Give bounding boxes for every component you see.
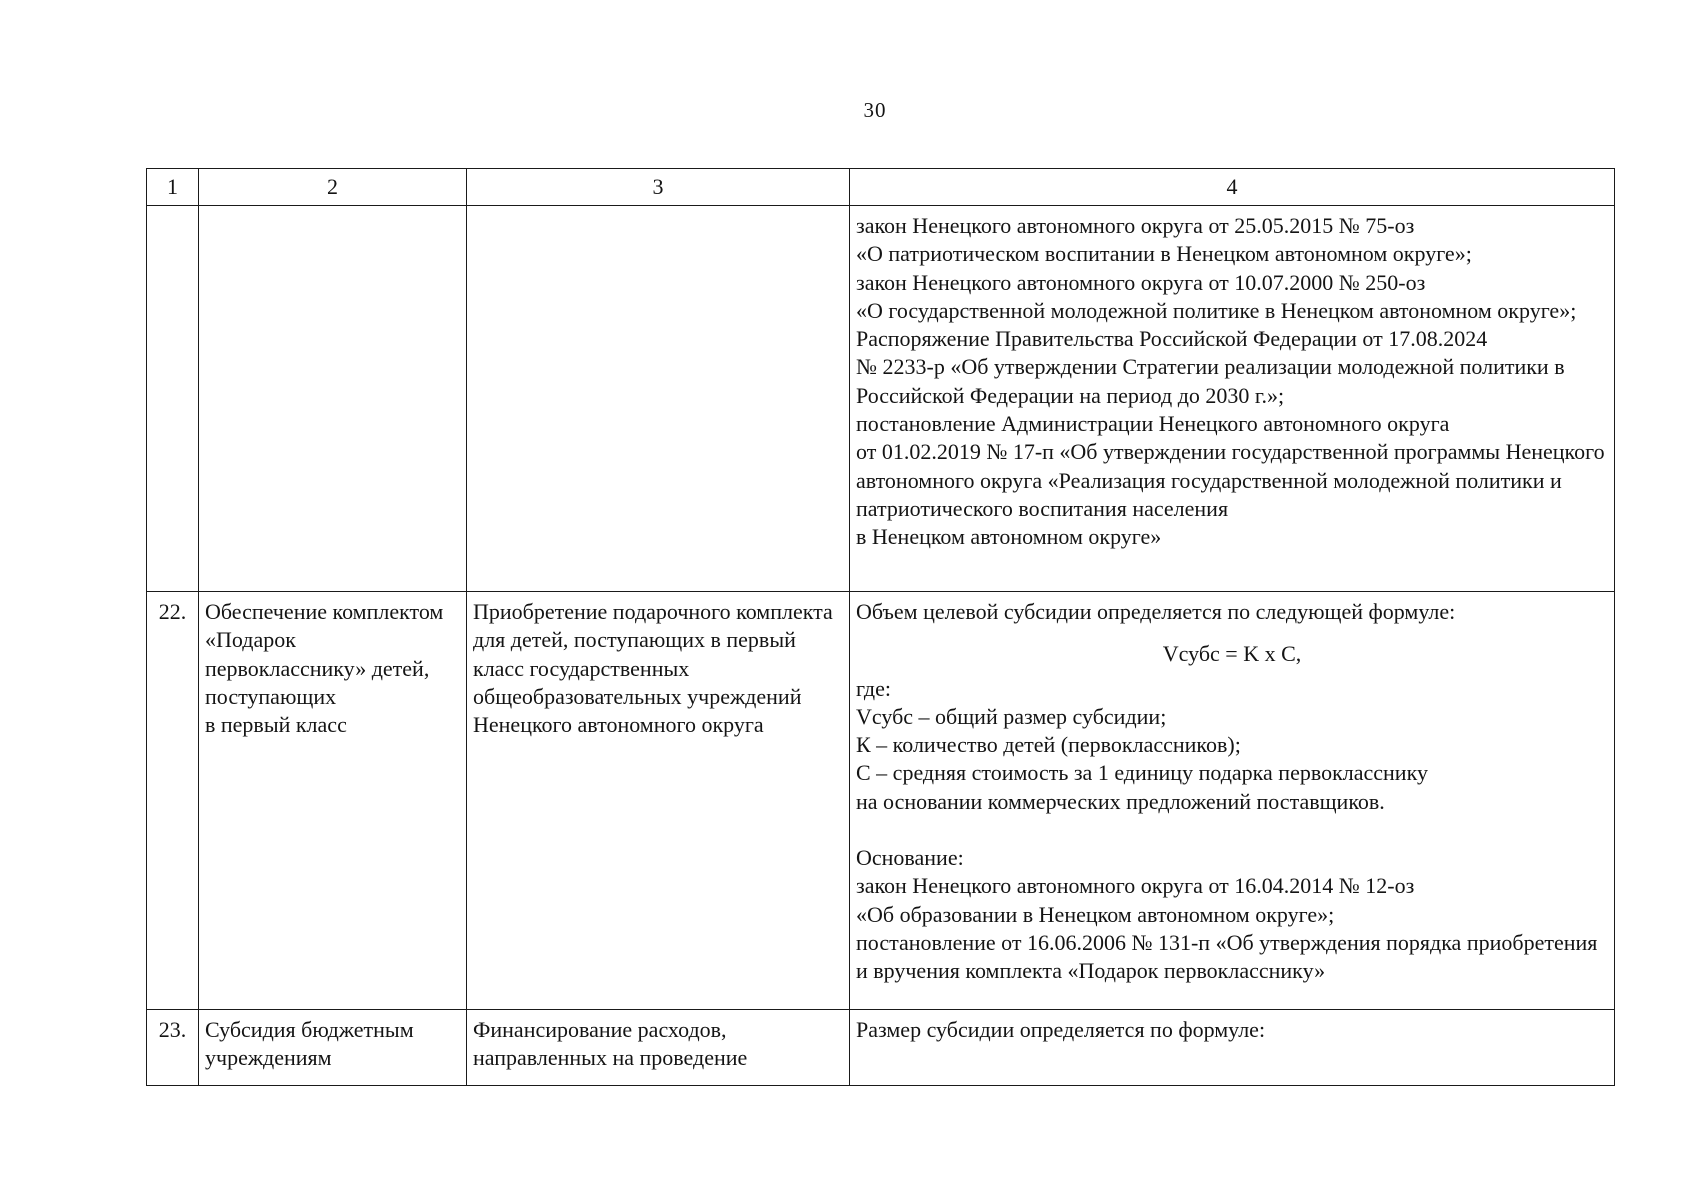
row-continued-purpose (467, 206, 850, 592)
row-22-formula: Vсубс = K x C, (1162, 641, 1302, 667)
row-22-def-c: С – средняя стоимость за 1 единицу подарка первокласснику на основании коммерческих предложений поставщиков. (856, 760, 1428, 814)
row-22-method (850, 592, 1615, 1010)
header-cell-1: 1 (147, 169, 199, 206)
row-22-intro: Объем целевой субсидии определяется по следующей формуле: (856, 599, 1456, 624)
header-cell-4: 4 (850, 169, 1615, 206)
header-cell-3: 3 (467, 169, 850, 206)
table-row-23 (147, 1010, 1615, 1086)
row-22-name: Обеспечение комплектом «Подарок первокласснику» детей, поступающих в первый класс (199, 592, 467, 1010)
row-continued-basis: закон Ненецкого автономного округа от 25.05.2015 № 75-оз «О патриотическом воспитании в Ненецком автономном округе»; закон Ненецкого автономного округа от 10.07.2000 № 250-оз «О государственной молодежной политике в Ненецком автономном округе»; Распоряжение Правительства Российской Федерации от 17.08.2024 № 2233-р «Об утверждении Стратегии реализации молодежной политики в Российской Федерации на период до 2030 г.»; постановление Администрации Ненецкого автономного округа от 01.02.2019 № 17-п «Об утверждении государственной программы Ненецкого автономного округа «Реализация государственной молодежной политики и патриотического воспитания населения в Ненецком автономном округе» (850, 206, 1615, 592)
row-22-basis-label: Основание: (856, 845, 964, 871)
row-22-def-k: К – количество детей (первоклассников); (856, 732, 1241, 758)
row-continued-number (147, 206, 199, 592)
table-row-22 (147, 592, 1615, 1010)
row-23-name: Субсидия бюджетным учреждениям (199, 1010, 467, 1086)
row-22-number: 22. (147, 592, 199, 1010)
row-22-basis-text: закон Ненецкого автономного округа от 16.04.2014 № 12-оз «Об образовании в Ненецком автономном округе»; постановление от 16.06.2006 № 131-п «Об утверждения порядка приобретения и вручения комплекта «Подарок первокласснику» (856, 873, 1598, 984)
document-table (146, 168, 1615, 1086)
row-23-method: Размер субсидии определяется по формуле: (850, 1010, 1615, 1086)
row-22-def-v: Vсубс – общий размер субсидии; (856, 703, 1167, 729)
table-row-continued (147, 206, 1615, 592)
header-cell-2: 2 (199, 169, 467, 206)
row-23-number: 23. (147, 1010, 199, 1086)
row-continued-name (199, 206, 467, 592)
row-22-where: где: (856, 675, 891, 701)
row-23-purpose: Финансирование расходов, направленных на проведение (467, 1010, 850, 1086)
table-header-row (147, 169, 1615, 206)
page-number: 30 (863, 98, 887, 122)
row-22-purpose: Приобретение подарочного комплекта для детей, поступающих в первый класс государственных общеобразовательных учреждений Ненецкого автономного округа (467, 592, 850, 1010)
